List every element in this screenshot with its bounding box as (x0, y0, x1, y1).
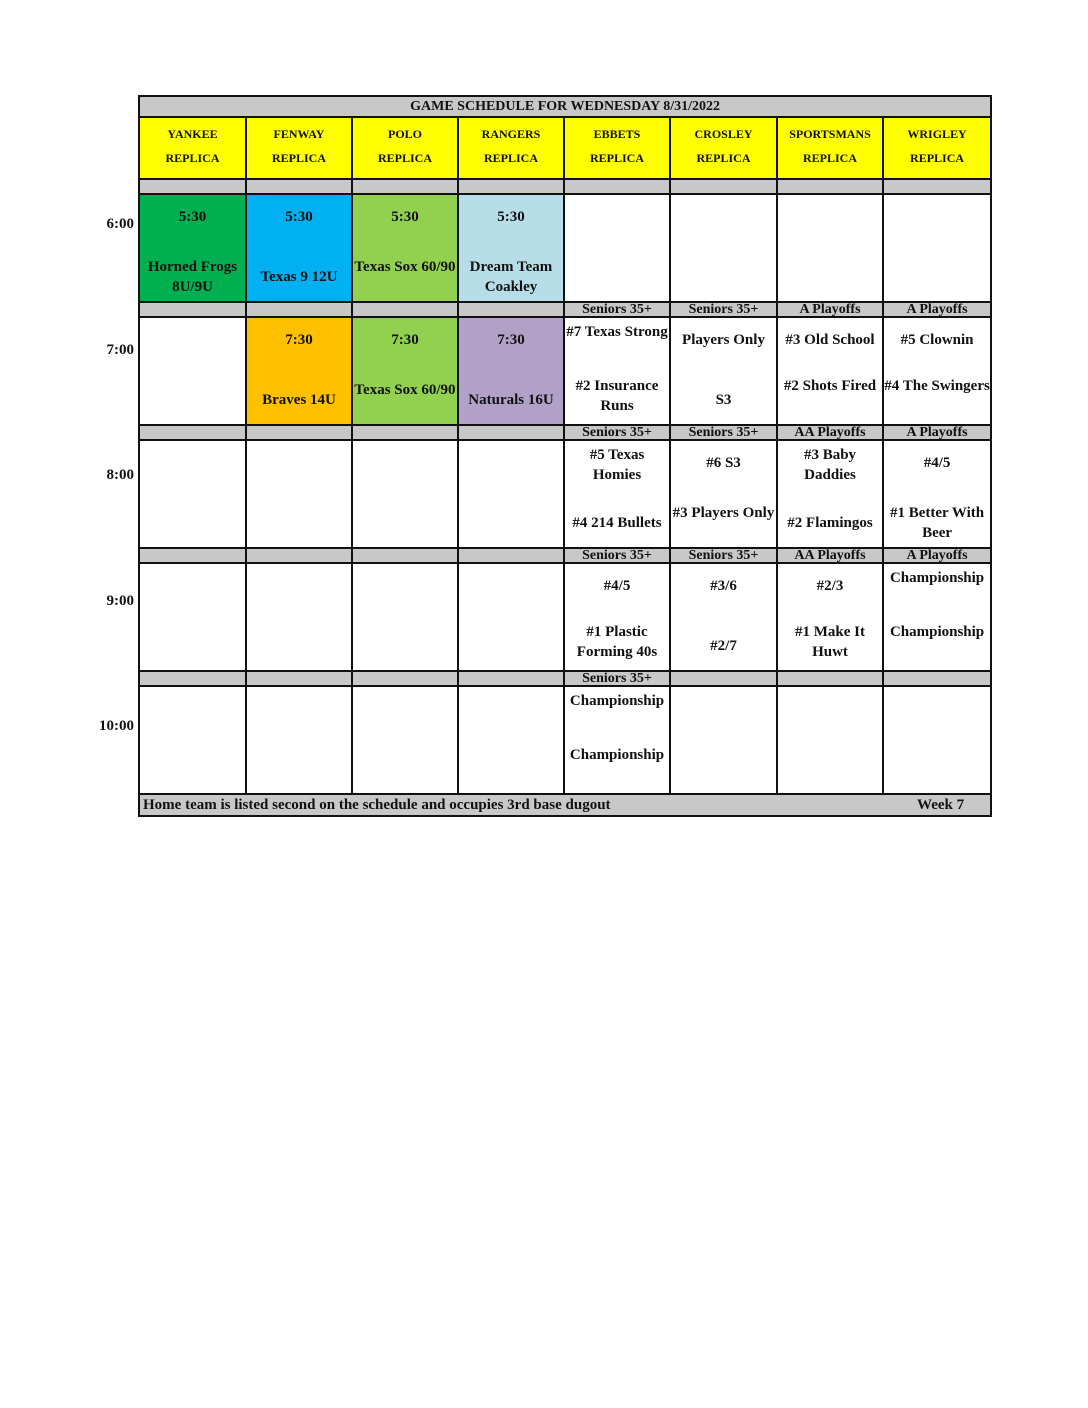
division-label: Seniors 35+ (670, 425, 777, 440)
week-label: Week 7 (917, 797, 965, 813)
field-sub: REPLICA (696, 151, 751, 165)
away-team: Players Only (682, 332, 765, 348)
game-cell-ebbets-9 (564, 563, 670, 671)
division-label: Seniors 35+ (564, 425, 670, 440)
game-cell-yankee-8 (139, 440, 246, 548)
field-name: RANGERS (481, 127, 541, 141)
game-cell-wrigley-8 (883, 440, 991, 548)
separator-row (139, 671, 991, 686)
game-cell-polo-10 (352, 686, 458, 794)
division-label: Seniors 35+ (564, 671, 670, 686)
sep-cell (777, 179, 883, 194)
field-name: CROSLEY (694, 127, 753, 141)
away-team: #3/6 (710, 578, 737, 594)
division-label: AA Playoffs (777, 548, 883, 563)
away-team: #4/5 (923, 455, 951, 471)
sep-cell (670, 179, 777, 194)
game-cell-ebbets-6 (564, 194, 670, 302)
game-cell-polo-6 (352, 194, 458, 302)
home-team: #1 Plastic Forming 40s (576, 624, 658, 660)
field-sub: REPLICA (910, 151, 965, 165)
game-cell-ebbets-8 (564, 440, 670, 548)
field-header-row (139, 117, 991, 179)
game-team: Texas Sox 60/90 (354, 259, 456, 275)
schedule-title: GAME SCHEDULE FOR WEDNESDAY 8/31/2022 (139, 96, 991, 117)
game-team: Texas 9 12U (260, 269, 338, 285)
division-label: A Playoffs (883, 302, 991, 317)
sep-cell (458, 671, 564, 686)
field-sub: REPLICA (802, 151, 857, 165)
division-label: A Playoffs (777, 302, 883, 317)
field-name: YANKEE (167, 127, 218, 141)
away-team: Championship (569, 693, 665, 709)
game-cell-wrigley-9 (883, 563, 991, 671)
sep-cell (458, 425, 564, 440)
game-time: 7:30 (497, 332, 525, 348)
sep-cell (458, 179, 564, 194)
away-team: #6 S3 (706, 455, 741, 471)
field-name: POLO (387, 127, 422, 141)
game-team: Horned Frogs 8U/9U (147, 259, 238, 295)
game-cell-yankee-10 (139, 686, 246, 794)
game-cell-fenway-10 (246, 686, 352, 794)
field-header-wrigley (883, 117, 991, 179)
division-label: Seniors 35+ (670, 302, 777, 317)
sep-cell (883, 671, 991, 686)
division-label: Seniors 35+ (564, 302, 670, 317)
game-cell-rangers-10 (458, 686, 564, 794)
game-time: 5:30 (391, 209, 419, 225)
schedule-table (138, 95, 990, 817)
away-team: #3 Baby Daddies (803, 447, 857, 483)
division-label: AA Playoffs (777, 425, 883, 440)
sep-cell (139, 548, 246, 563)
time-label-6: 6:00 (106, 216, 134, 232)
time-label-9: 9:00 (106, 593, 134, 609)
sep-cell (352, 302, 458, 317)
game-cell-sportsmans-7 (777, 317, 883, 425)
separator-row (139, 302, 991, 317)
game-cell-crosley-9 (670, 563, 777, 671)
game-cell-wrigley-6 (883, 194, 991, 302)
game-team: Texas Sox 60/90 (354, 382, 456, 398)
game-cell-rangers-9 (458, 563, 564, 671)
sep-cell (246, 302, 352, 317)
field-sub: REPLICA (377, 151, 432, 165)
field-sub: REPLICA (165, 151, 220, 165)
game-cell-sportsmans-6 (777, 194, 883, 302)
home-team: S3 (715, 392, 732, 408)
division-label: A Playoffs (883, 548, 991, 563)
sep-cell (352, 548, 458, 563)
field-header-crosley (670, 117, 777, 179)
game-cell-polo-8 (352, 440, 458, 548)
home-team: #2 Insurance Runs (575, 378, 659, 414)
time-label-10: 10:00 (99, 718, 134, 734)
home-team: #1 Better With Beer (889, 505, 985, 541)
home-team: #2 Shots Fired (783, 378, 877, 394)
sep-cell (352, 425, 458, 440)
sep-cell (139, 179, 246, 194)
home-team: #4 The Swingers (884, 378, 990, 394)
game-cell-fenway-9 (246, 563, 352, 671)
game-cell-polo-7 (352, 317, 458, 425)
game-cell-crosley-10 (670, 686, 777, 794)
game-cell-polo-9 (352, 563, 458, 671)
game-cell-ebbets-10 (564, 686, 670, 794)
sep-cell (246, 425, 352, 440)
home-team: #2/7 (710, 638, 737, 654)
game-team: Braves 14U (262, 392, 336, 408)
field-header-ebbets (564, 117, 670, 179)
game-cell-yankee-9 (139, 563, 246, 671)
away-team: #5 Texas Homies (589, 447, 645, 483)
home-team: Championship (569, 747, 665, 763)
away-team: #7 Texas Strong (566, 324, 668, 340)
game-cell-yankee-7 (139, 317, 246, 425)
field-header-yankee (139, 117, 246, 179)
game-time: 5:30 (497, 209, 525, 225)
away-team: #4/5 (603, 578, 631, 594)
sep-cell (564, 179, 670, 194)
sep-cell (139, 425, 246, 440)
game-cell-crosley-6 (670, 194, 777, 302)
separator-row (139, 425, 991, 440)
game-cell-sportsmans-8 (777, 440, 883, 548)
sep-cell (246, 548, 352, 563)
game-cell-yankee-6 (139, 194, 246, 302)
away-team: #2/3 (816, 578, 844, 594)
sep-cell (458, 302, 564, 317)
sep-cell (246, 671, 352, 686)
slot-row-10 (139, 686, 991, 794)
home-team: #4 214 Bullets (572, 515, 662, 531)
sep-cell (458, 548, 564, 563)
field-name: FENWAY (273, 127, 325, 141)
game-cell-fenway-6 (246, 194, 352, 302)
game-cell-crosley-8 (670, 440, 777, 548)
field-name: EBBETS (593, 127, 641, 141)
field-header-polo (352, 117, 458, 179)
game-cell-wrigley-7 (883, 317, 991, 425)
game-time: 5:30 (285, 209, 313, 225)
footer-note: Home team is listed second on the schedule and occupies 3rd base dugout (143, 797, 611, 813)
game-cell-rangers-6 (458, 194, 564, 302)
division-label: Seniors 35+ (670, 548, 777, 563)
slot-row-9 (139, 563, 991, 671)
field-name: SPORTSMANS (789, 127, 871, 141)
field-name: WRIGLEY (907, 127, 967, 141)
game-time: 5:30 (178, 209, 207, 225)
sep-cell (777, 671, 883, 686)
sep-cell (246, 179, 352, 194)
sep-cell (883, 179, 991, 194)
field-sub: REPLICA (271, 151, 326, 165)
separator-row (139, 179, 991, 194)
home-team: #1 Make It Huwt (795, 624, 865, 660)
time-label-7: 7:00 (106, 342, 134, 358)
separator-row (139, 548, 991, 563)
game-cell-rangers-8 (458, 440, 564, 548)
division-label: A Playoffs (883, 425, 991, 440)
away-team: #3 Old School (785, 332, 875, 348)
game-cell-fenway-8 (246, 440, 352, 548)
game-cell-fenway-7 (246, 317, 352, 425)
slot-row-6 (139, 194, 991, 302)
sep-cell (352, 179, 458, 194)
slot-row-7 (139, 317, 991, 425)
game-team: Naturals 16U (468, 392, 554, 408)
field-header-sportsmans (777, 117, 883, 179)
game-cell-rangers-7 (458, 317, 564, 425)
home-team: Championship (889, 624, 985, 640)
title-row (139, 96, 991, 117)
field-sub: REPLICA (589, 151, 644, 165)
away-team: #5 Clownin (900, 332, 974, 348)
game-cell-wrigley-10 (883, 686, 991, 794)
game-cell-sportsmans-9 (777, 563, 883, 671)
footer-row (139, 794, 991, 816)
slot-row-8 (139, 440, 991, 548)
time-label-8: 8:00 (106, 467, 134, 483)
sep-cell (670, 671, 777, 686)
game-cell-crosley-7 (670, 317, 777, 425)
footer-cell (139, 794, 991, 816)
away-team: Championship (889, 570, 985, 586)
division-label: Seniors 35+ (564, 548, 670, 563)
game-time: 7:30 (391, 332, 419, 348)
game-team: Dream Team Coakley (469, 259, 553, 295)
field-sub: REPLICA (483, 151, 538, 165)
sep-cell (139, 302, 246, 317)
home-team: #2 Flamingos (787, 515, 873, 531)
game-cell-sportsmans-10 (777, 686, 883, 794)
game-time: 7:30 (285, 332, 313, 348)
sep-cell (352, 671, 458, 686)
field-header-rangers (458, 117, 564, 179)
field-header-fenway (246, 117, 352, 179)
home-team: #3 Players Only (672, 505, 775, 521)
game-cell-ebbets-7 (564, 317, 670, 425)
sep-cell (139, 671, 246, 686)
